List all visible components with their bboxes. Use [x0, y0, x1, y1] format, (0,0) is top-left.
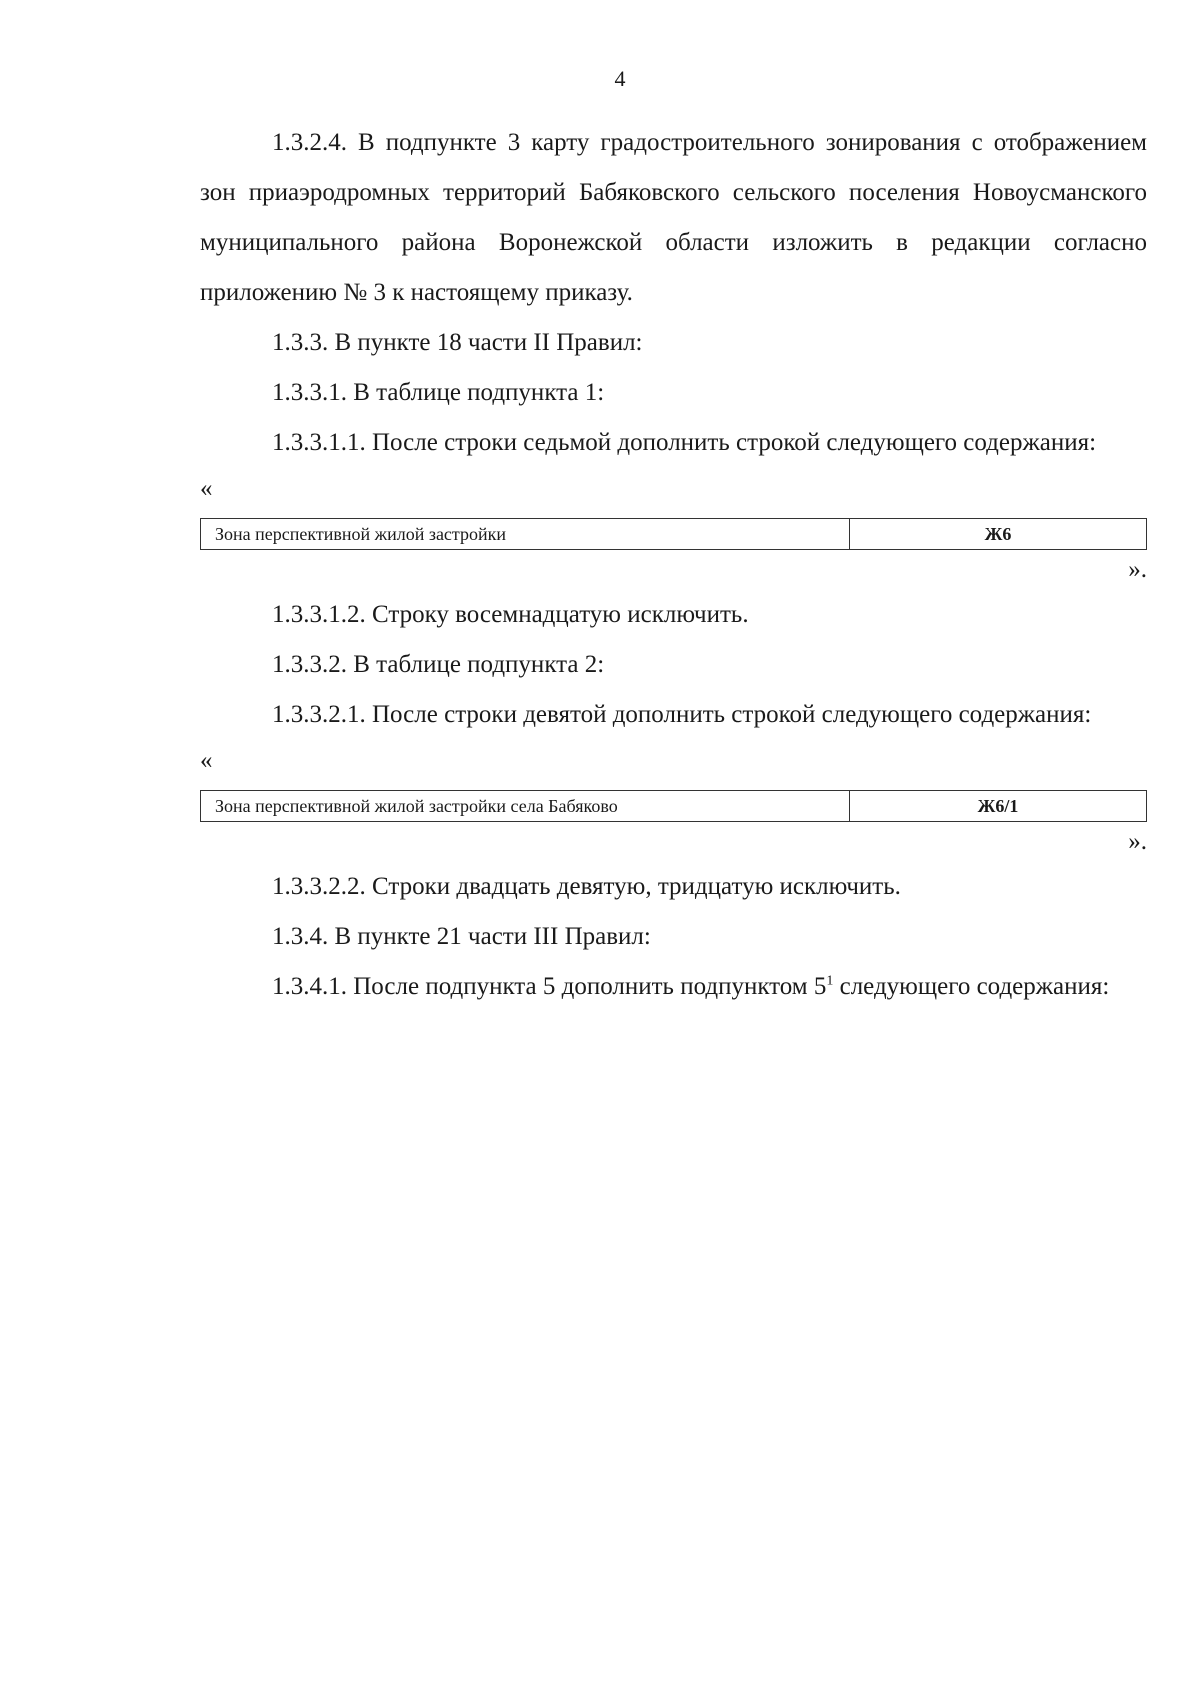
close-quote-2: ».	[1128, 828, 1147, 855]
document-body	[200, 118, 1147, 1012]
open-quote-1: «	[200, 475, 213, 502]
paragraph-1-3-3-2-1: 1.3.3.2.1. После строки девятой дополнить строкой следующего содержания:	[272, 701, 1092, 728]
superscript-index: 1	[826, 973, 834, 989]
paragraph-text: 1.3.4.1. После подпункта 5 дополнить подпунктом 5	[272, 973, 827, 1000]
paragraph-1-3-3-2-2: 1.3.3.2.2. Строки двадцать девятую, тридцатую исключить.	[272, 873, 901, 900]
paragraph-1-3-3: 1.3.3. В пункте 18 части II Правил:	[272, 329, 643, 356]
open-quote-2: «	[200, 747, 213, 774]
insert-row-table-2	[200, 790, 1147, 822]
paragraph-1-3-4-1	[200, 962, 1147, 1012]
table-row	[201, 519, 1147, 550]
zone-name-cell: Зона перспективной жилой застройки села Бабяково	[201, 791, 850, 822]
paragraph-1-3-2-4: 1.3.2.4. В подпункте 3 карту градостроительного зонирования с отображением зон приаэродромных территорий Бабяковского сельского поселения Новоусманского муниципального района Воронежской области изложить в редакции согласно приложению № 3 к настоящему приказу.	[200, 129, 1147, 306]
paragraph-text-tail: следующего содержания:	[833, 973, 1110, 1000]
paragraph-1-3-3-1: 1.3.3.1. В таблице подпункта 1:	[272, 379, 605, 406]
insert-row-table-1	[200, 518, 1147, 550]
paragraph-1-3-3-1-1: 1.3.3.1.1. После строки седьмой дополнить строкой следующего содержания:	[272, 429, 1097, 456]
zone-code-cell: Ж6/1	[850, 791, 1147, 822]
page-number: 4	[614, 66, 626, 91]
paragraph-1-3-4: 1.3.4. В пункте 21 части III Правил:	[272, 923, 651, 950]
table-row	[201, 791, 1147, 822]
paragraph-1-3-3-1-2: 1.3.3.1.2. Строку восемнадцатую исключить.	[272, 601, 749, 628]
zone-name-cell: Зона перспективной жилой застройки	[201, 519, 850, 550]
zone-code-cell: Ж6	[850, 519, 1147, 550]
close-quote-1: ».	[1128, 556, 1147, 583]
paragraph-1-3-3-2: 1.3.3.2. В таблице подпункта 2:	[272, 651, 605, 678]
